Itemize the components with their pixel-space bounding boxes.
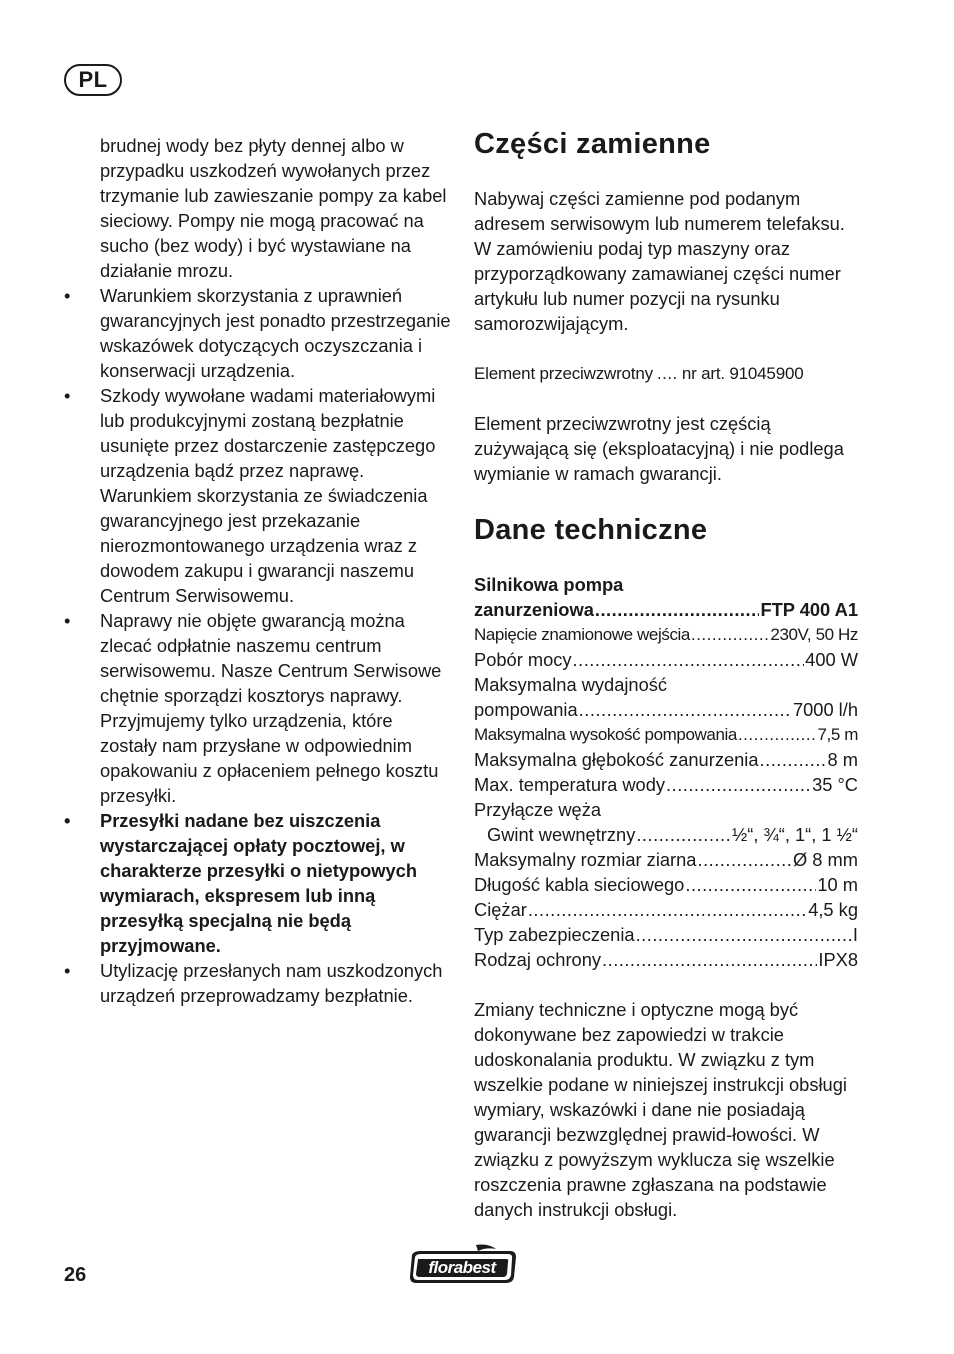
spec-value: 7,5 m: [817, 725, 858, 744]
spec-value: 35 °C: [812, 774, 858, 795]
spec-label: Gwint wewnętrzny: [487, 824, 636, 845]
leader-dots: [636, 822, 731, 847]
list-item: [64, 608, 454, 808]
spare-parts-heading: Części zamienne: [474, 128, 711, 160]
spec-row: [474, 622, 858, 647]
leader-dots: [602, 947, 817, 972]
spec-row: [474, 897, 858, 922]
spec-value: 400 W: [805, 649, 858, 670]
spare-part-note: Element przeciwzwrotny jest częścią zużywającą się (eksploatacyjną) i nie podlega wymianie w ramach gwarancji.: [474, 413, 844, 484]
bullet-icon: •: [64, 610, 71, 631]
spare-part-label: Element przeciwzwrotny: [474, 364, 653, 383]
spec-label: Maksymalna głębokość zanurzenia: [474, 749, 759, 770]
list-item-important: [64, 808, 454, 958]
spec-label: Rodzaj ochrony: [474, 949, 602, 970]
spec-row: [474, 747, 858, 772]
spec-label: zanurzeniowa: [474, 599, 594, 620]
spec-value: 4,5 kg: [808, 899, 858, 920]
spare-part-row: [474, 361, 858, 386]
warranty-intro: [64, 133, 454, 283]
spec-label: Napięcie znamionowe wejścia: [474, 625, 690, 644]
leader-dots: [738, 722, 817, 747]
spec-label-line: Przyłącze węża: [474, 799, 601, 820]
spec-value: I: [852, 924, 858, 945]
spec-label-line: Maksymalna wydajność: [474, 674, 668, 695]
leader-dots: [579, 697, 792, 722]
list-item-text: Szkody wywołane wadami materiałowymi lub produkcyjnymi zostaną bezpłatnie usunięte przez dostarczenie zastępczego urządzenia bądź przez naprawę.: [100, 385, 436, 481]
leader-dots: [595, 597, 760, 622]
spec-value: 10 m: [817, 874, 858, 895]
list-item-text: Utylizację przesłanych nam uszkodzonych urządzeń przeprowadzamy bezpłatnie.: [100, 960, 443, 1006]
product-model-row: [474, 597, 858, 622]
florabest-logo: [406, 1243, 518, 1289]
spec-row: [474, 872, 858, 897]
list-item: [64, 383, 454, 608]
language-badge: [64, 64, 122, 96]
bullet-icon: •: [64, 285, 71, 306]
spec-row: [474, 772, 858, 797]
spec-label: Maksymalna wysokość pompowania: [474, 725, 737, 744]
spec-value: 7000 l/h: [792, 699, 858, 720]
spec-label: Max. temperatura wody: [474, 774, 666, 795]
list-item-text: Naprawy nie objęte gwarancją można zlecać odpłatnie naszemu centrum serwisowemu. Nasze Centrum Serwisowe chętnie sporządzi kosztorys naprawy.: [100, 610, 442, 706]
list-item: [64, 283, 454, 383]
page-number: 26: [64, 1264, 87, 1286]
spec-label: Typ zabezpieczenia: [474, 924, 635, 945]
spec-value: Ø 8 mm: [792, 849, 858, 870]
svg-text:florabest: florabest: [428, 1258, 496, 1277]
leader-dots: [666, 772, 811, 797]
spec-row: [474, 847, 858, 872]
spare-part-number: nr art. 91045900: [681, 364, 804, 383]
leader-dots: [528, 897, 807, 922]
spec-row: [474, 822, 858, 847]
leader-dots: [760, 747, 827, 772]
list-item: [64, 958, 454, 1008]
language-code: PL: [78, 67, 108, 92]
spec-label: Długość kabla sieciowego: [474, 874, 685, 895]
spec-label: pompowania: [474, 699, 578, 720]
spec-row: [474, 922, 858, 947]
spec-row: [474, 722, 858, 747]
spec-row: [474, 947, 858, 972]
specs-column: [474, 124, 858, 1222]
warranty-intro-text: brudnej wody bez płyty dennej albo w przypadku uszkodzeń wywołanych przez trzymanie lub zawieszanie pompy za kabel sieciowy. Pompy nie mogą pracować na sucho (bez wody) i być wystawiane na działanie mrozu.: [100, 135, 447, 281]
bullet-icon: •: [64, 385, 71, 406]
list-item-text-continued: Warunkiem skorzystania ze świadczenia gwarancyjnego jest przekazanie nierozmontowanego urządzenia wraz z dowodem zakupu i gwarancji naszemu Centrum Serwisowemu.: [100, 485, 428, 606]
spec-label: Pobór mocy: [474, 649, 572, 670]
bullet-icon: •: [64, 810, 71, 831]
leader-dots: [685, 872, 816, 897]
spec-row: [474, 697, 858, 722]
spec-value: FTP 400 A1: [760, 599, 858, 620]
spec-value: 230V, 50 Hz: [770, 625, 858, 644]
spec-label: Ciężar: [474, 899, 527, 920]
leader-dots: [636, 922, 852, 947]
tech-data-heading: Dane techniczne: [474, 514, 708, 546]
spec-row: [474, 647, 858, 672]
spec-value: 8 m: [827, 749, 858, 770]
spec-value: ½“, ¾“, 1“, 1 ½“: [732, 824, 858, 845]
leader-dots: [691, 622, 769, 647]
leader-dots: [697, 847, 792, 872]
list-item-text-continued: Przyjmujemy tylko urządzenia, które zostały nam przysłane w odpowiednim opakowaniu z opłaceniem pełnego kosztu przesyłki.: [100, 710, 439, 806]
product-name-line: Silnikowa pompa: [474, 574, 624, 595]
list-item-text: Przesyłki nadane bez uiszczenia wystarczającej opłaty pocztowej, w charakterze przesyłki o nietypowych wymiarach, ekspresem lub inną przesyłką specjalną nie będą przyjmowane.: [100, 810, 418, 956]
spare-parts-text: Nabywaj części zamienne pod podanym adresem serwisowym lub numerem telefaksu. W zamówieniu podaj typ maszyny oraz przyporządkowany zamawianej części numer artykułu lub numer pozycji na rysunku samorozwijającym.: [474, 188, 845, 334]
leader-dots: [573, 647, 805, 672]
spec-value: IPX8: [818, 949, 858, 970]
leader-dots: [657, 361, 679, 386]
spec-label: Maksymalny rozmiar ziarna: [474, 849, 697, 870]
disclaimer-text: Zmiany techniczne i optyczne mogą być dokonywane bez zapowiedzi w trakcie udoskonalania produktu. W związku z tym wszelkie podane w niniejszej instrukcji obsługi wymiary, wskazówki i dane nie posiadają gwarancji bezwzględnej prawid-łowości. W związku z powyższym wyklucza się wszelkie roszczenia prawne zgłaszana na podstawie danych instrukcji obsługi.: [474, 999, 847, 1220]
bullet-icon: •: [64, 960, 71, 981]
list-item-text: Warunkiem skorzystania z uprawnień gwarancyjnych jest ponadto przestrzeganie wskazówek dotyczących oczyszczania i konserwacji urządzenia.: [100, 285, 451, 381]
warranty-column: [64, 133, 454, 1008]
